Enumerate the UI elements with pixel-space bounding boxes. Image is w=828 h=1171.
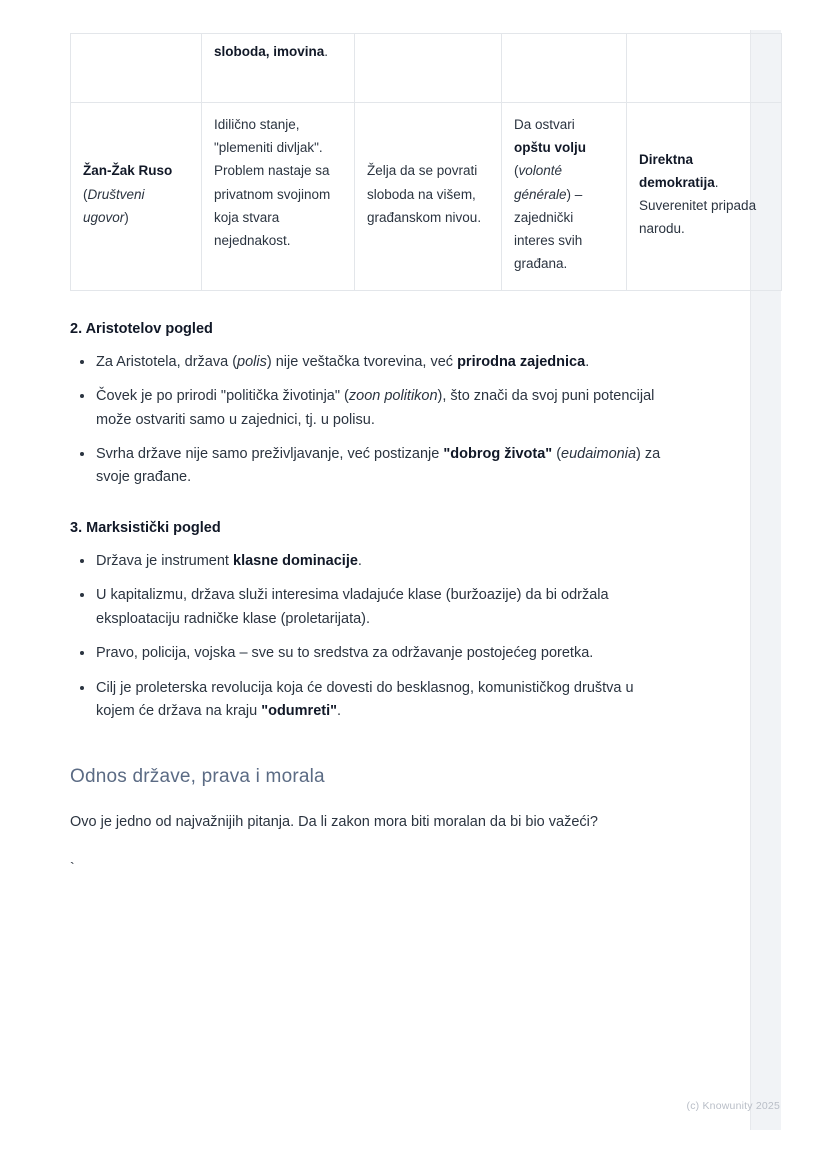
table-cell-philosopher: Žan-Žak Ruso (Društveni ugovor): [71, 103, 202, 291]
list-item: Čovek je po prirodi "politička životinja" (zoon politikon), što znači da svoj puni potencijal može ostvariti samo u zajednici, tj. u polisu.: [96, 385, 670, 432]
table-row: [71, 34, 782, 103]
table-cell: [355, 34, 502, 103]
table-cell: Želja da se povrati sloboda na višem, građanskom nivou.: [355, 103, 502, 291]
heading-marxist: 3. Marksistički pogled: [70, 519, 221, 536]
table-row: [71, 103, 782, 291]
list-item: Pravo, policija, vojska – sve su to sredstva za održavanje postojećeg poretka.: [96, 642, 670, 665]
list-item: Država je instrument klasne dominacije.: [96, 550, 670, 573]
paragraph-relation: Ovo je jedno od najvažnijih pitanja. Da li zakon mora biti moralan da bi bio važeći?: [70, 813, 598, 830]
table-cell: [627, 34, 782, 103]
table-cell: [71, 34, 202, 103]
list-item: U kapitalizmu, država služi interesima vladajuće klase (buržoazije) da bi održala eksploataciju radničke klase (proletarijata).: [96, 584, 670, 631]
philosophers-table: [70, 33, 782, 291]
trailing-symbol: `: [70, 858, 75, 875]
list-aristotle: [70, 351, 670, 490]
list-item: Svrha države nije samo preživljavanje, već postizanje "dobrog života" (eudaimonia) za svoje građane.: [96, 443, 670, 490]
table-cell: Direktna demokratija. Suverenitet pripada narodu.: [627, 103, 782, 291]
footer-copyright: (c) Knowunity 2025: [686, 1100, 780, 1112]
heading-aristotle: 2. Aristotelov pogled: [70, 320, 213, 337]
document-content: [70, 0, 757, 875]
table-cell: Idilično stanje, "plemeniti divljak". Problem nastaje sa privatnom svojinom koja stvara nejednakost.: [202, 103, 355, 291]
list-marxist: [70, 550, 670, 724]
list-item: Cilj je proleterska revolucija koja će dovesti do besklasnog, komunističkog društva u kojem će država na kraju "odumreti".: [96, 677, 670, 724]
table-cell: Da ostvari opštu volju (volonté générale) – zajednički interes svih građana.: [502, 103, 627, 291]
table-cell: [502, 34, 627, 103]
table-cell: sloboda, imovina.: [202, 34, 355, 103]
list-item: Za Aristotela, država (polis) nije veštačka tvorevina, već prirodna zajednica.: [96, 351, 670, 374]
heading-relation: Odnos države, prava i morala: [70, 765, 325, 787]
